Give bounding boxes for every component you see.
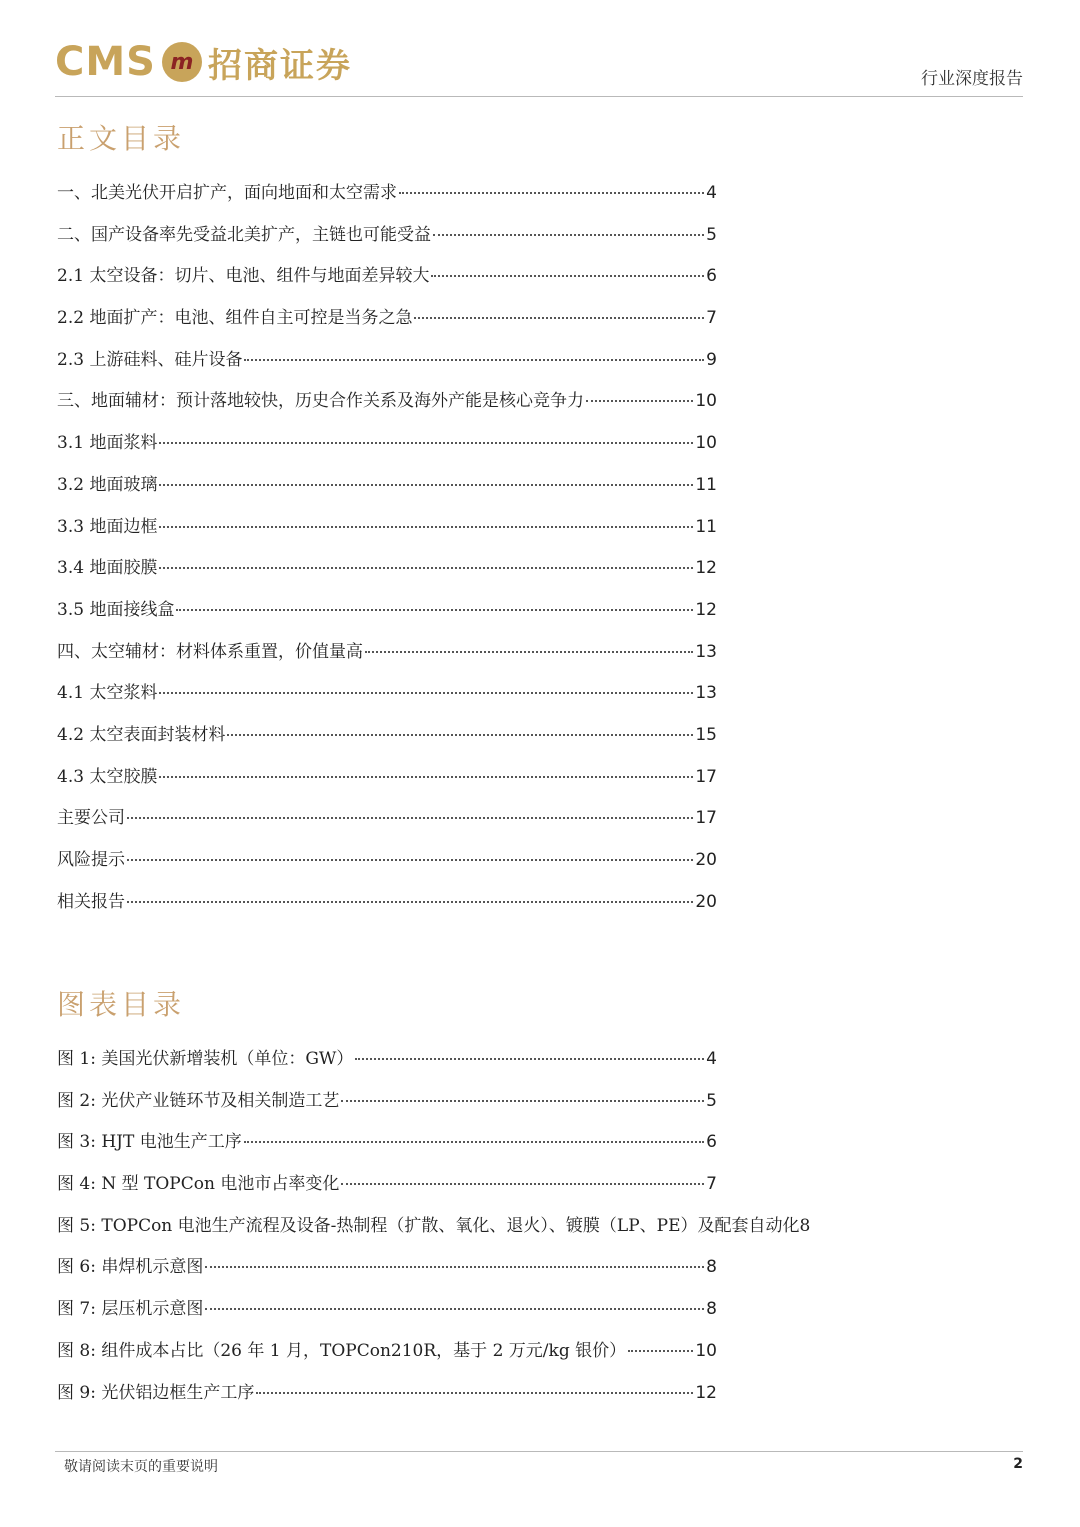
contents-entry[interactable]	[57, 632, 717, 674]
footer-divider	[55, 1451, 1023, 1452]
figure-entry-page: 6	[706, 1132, 717, 1153]
figure-entry-page: 5	[706, 1090, 717, 1111]
logo-emblem-icon	[162, 42, 202, 82]
dot-leader	[399, 192, 704, 194]
dot-leader	[176, 609, 693, 611]
contents-entry[interactable]	[57, 465, 717, 507]
contents-entry-text: 主要公司	[57, 808, 125, 829]
figure-entry[interactable]	[57, 1373, 717, 1415]
contents-entry-page: 17	[695, 808, 717, 829]
dot-leader	[414, 317, 704, 319]
dot-leader	[159, 776, 693, 778]
dot-leader	[159, 484, 693, 486]
contents-entry-page: 11	[695, 516, 717, 537]
contents-entry[interactable]	[57, 215, 717, 257]
figure-entry-page: 7	[706, 1174, 717, 1195]
dot-leader	[127, 859, 693, 861]
contents-entry[interactable]	[57, 298, 717, 340]
figure-entry-page: 12	[695, 1382, 717, 1403]
contents-title: 正文目录	[57, 122, 186, 155]
contents-entry[interactable]	[57, 840, 717, 882]
figure-entry[interactable]	[57, 1289, 717, 1331]
figure-entry-page: 4	[706, 1049, 717, 1069]
dot-leader	[341, 1100, 704, 1102]
contents-entry-text: 4.3 太空胶膜	[57, 766, 158, 787]
contents-entry-text: 三、地面辅材：预计落地较快，历史合作关系及海外产能是核心竞争力	[57, 391, 584, 412]
figure-entry[interactable]	[57, 1039, 717, 1081]
figures-list	[57, 1039, 811, 1414]
contents-entry[interactable]	[57, 882, 717, 924]
figures-title: 图表目录	[57, 988, 186, 1021]
dot-leader	[205, 1308, 704, 1310]
dot-leader	[341, 1183, 704, 1185]
dot-leader	[431, 275, 704, 277]
logo-latin-text: CMS	[55, 39, 156, 85]
contents-entry-text: 3.2 地面玻璃	[57, 474, 158, 495]
contents-entry-page: 15	[695, 724, 717, 745]
contents-list	[57, 173, 717, 923]
contents-entry[interactable]	[57, 548, 717, 590]
figure-entry[interactable]	[57, 1122, 717, 1164]
contents-entry-page: 20	[695, 891, 717, 912]
figure-entry-text: 图 3: HJT 电池生产工序	[57, 1132, 242, 1153]
contents-entry-page: 13	[695, 641, 717, 662]
dot-leader	[256, 1392, 693, 1394]
figure-entry-page: 8	[706, 1299, 717, 1320]
contents-entry-page: 9	[706, 349, 717, 370]
contents-entry-text: 二、国产设备率先受益北美扩产，主链也可能受益	[57, 224, 431, 245]
figure-entry-text: 图 2: 光伏产业链环节及相关制造工艺	[57, 1090, 340, 1111]
dot-leader	[159, 442, 693, 444]
page-number: 2	[1013, 1456, 1023, 1472]
contents-entry-page: 12	[695, 599, 717, 620]
figure-entry[interactable]	[57, 1331, 717, 1373]
figure-entry-page: 10	[695, 1340, 717, 1361]
contents-entry[interactable]	[57, 340, 717, 382]
contents-entry[interactable]	[57, 256, 717, 298]
contents-entry-page: 12	[695, 558, 717, 579]
contents-entry-text: 3.3 地面边框	[57, 516, 158, 537]
dot-leader	[628, 1350, 693, 1352]
contents-entry-page: 7	[706, 308, 717, 329]
contents-entry[interactable]	[57, 673, 717, 715]
contents-entry-page: 10	[695, 433, 717, 454]
figure-entry-text: 图 4: N 型 TOPCon 电池市占率变化	[57, 1174, 340, 1195]
contents-entry-page: 5	[706, 224, 717, 245]
contents-entry[interactable]	[57, 173, 717, 215]
dot-leader	[355, 1058, 704, 1060]
logo-chinese-text: 招商证券	[207, 45, 352, 86]
contents-entry-page: 11	[695, 474, 717, 495]
dot-leader	[159, 692, 693, 694]
dot-leader	[205, 1266, 704, 1268]
page-header	[55, 36, 1023, 98]
figure-entry[interactable]	[57, 1164, 717, 1206]
company-logo	[55, 38, 352, 86]
dot-leader	[159, 567, 693, 569]
logo-emblem-letter: m	[170, 49, 194, 75]
contents-entry-page: 17	[695, 766, 717, 787]
figure-entry-text: 图 7: 层压机示意图	[57, 1299, 204, 1320]
contents-entry[interactable]	[57, 798, 717, 840]
contents-entry-text: 3.4 地面胶膜	[57, 558, 158, 579]
dot-leader	[127, 901, 693, 903]
figure-entry[interactable]	[57, 1081, 717, 1123]
dot-leader	[127, 817, 693, 819]
contents-entry-page: 20	[695, 850, 717, 870]
figure-entry[interactable]	[57, 1206, 811, 1248]
header-divider	[55, 96, 1023, 97]
contents-entry[interactable]	[57, 381, 717, 423]
dot-leader	[586, 400, 693, 402]
dot-leader	[365, 651, 693, 653]
contents-entry-text: 四、太空辅材：材料体系重置，价值量高	[57, 641, 363, 662]
dot-leader	[244, 1141, 704, 1143]
figure-entry-text: 图 6: 串焊机示意图	[57, 1257, 204, 1278]
figure-entry-text: 图 5: TOPCon 电池生产流程及设备-热制程（扩散、氧化、退火）、镀膜（LP、PE）及配套自动化8	[57, 1215, 811, 1236]
contents-entry-text: 2.2 地面扩产：电池、组件自主可控是当务之急	[57, 308, 413, 329]
report-type: 行业深度报告	[921, 69, 1023, 89]
dot-leader	[159, 526, 693, 528]
contents-entry-text: 相关报告	[57, 891, 125, 912]
figure-entry-page: 8	[706, 1257, 717, 1278]
contents-entry-text: 3.5 地面接线盒	[57, 599, 175, 620]
contents-entry-text: 2.3 上游硅料、硅片设备	[57, 349, 243, 370]
dot-leader	[227, 734, 693, 736]
contents-entry-page: 6	[706, 266, 717, 287]
contents-entry-text: 4.2 太空表面封装材料	[57, 724, 226, 745]
figure-entry-text: 图 1: 美国光伏新增装机（单位：GW）	[57, 1049, 354, 1069]
contents-entry-text: 2.1 太空设备：切片、电池、组件与地面差异较大	[57, 266, 430, 287]
figure-entry-text: 图 8: 组件成本占比（26 年 1 月，TOPCon210R，基于 2 万元/kg 银价）	[57, 1340, 627, 1361]
dot-leader	[433, 234, 704, 236]
contents-entry-text: 3.1 地面浆料	[57, 433, 158, 454]
contents-entry[interactable]	[57, 590, 717, 632]
contents-entry-page: 10	[695, 391, 717, 412]
figure-entry[interactable]	[57, 1247, 717, 1289]
contents-entry-text: 一、北美光伏开启扩产，面向地面和太空需求	[57, 183, 397, 203]
contents-entry-text: 风险提示	[57, 850, 125, 870]
figure-entry-text: 图 9: 光伏铝边框生产工序	[57, 1382, 255, 1403]
contents-entry-page: 13	[695, 683, 717, 704]
contents-entry-text: 4.1 太空浆料	[57, 683, 158, 704]
contents-entry[interactable]	[57, 507, 717, 549]
contents-entry-page: 4	[706, 183, 717, 203]
footer-disclaimer: 敬请阅读末页的重要说明	[64, 1459, 218, 1475]
contents-entry[interactable]	[57, 423, 717, 465]
contents-entry[interactable]	[57, 757, 717, 799]
dot-leader	[244, 359, 704, 361]
contents-entry[interactable]	[57, 715, 717, 757]
